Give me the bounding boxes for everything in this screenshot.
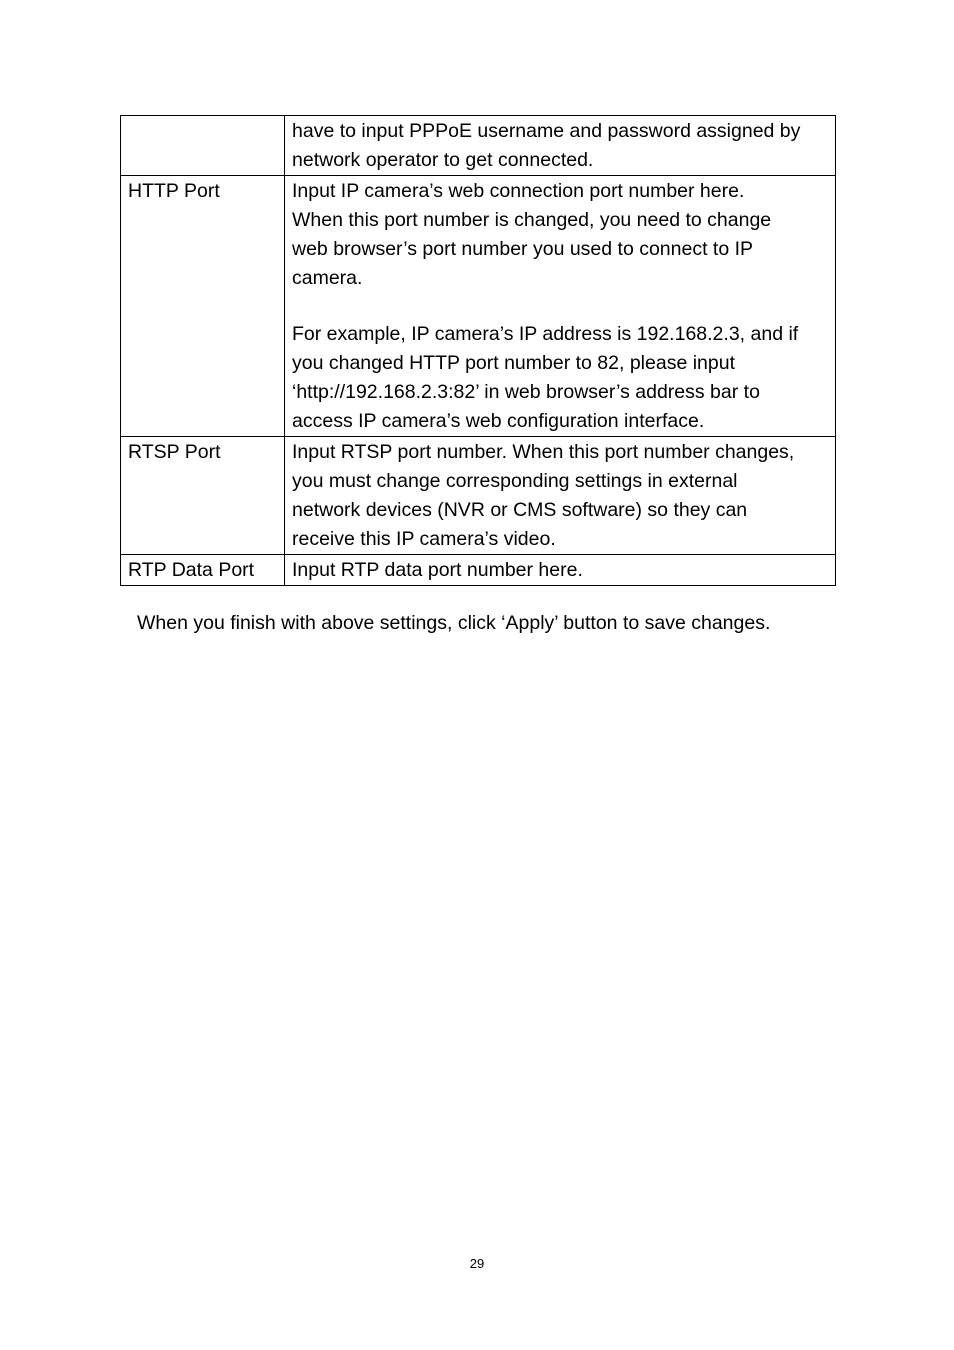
example-paragraph: For example, IP camera’s IP address is 192.168.2.3, and if you changed HTTP port number to 82, please input ‘http://192.168.2.3:82’ in web browser’s address bar to access IP camera’s web configuration interface. xyxy=(292,323,799,432)
setting-label-cell xyxy=(121,116,285,176)
setting-label-cell: RTP Data Port xyxy=(121,555,285,586)
table-row-http-port xyxy=(121,176,836,437)
description-paragraph: Input IP camera’s web connection port number here. When this port number is changed, you need to change web browser’s port number you used to connect to IP camera. xyxy=(292,180,772,289)
description-paragraph: Input RTP data port number here. xyxy=(292,559,583,581)
setting-description-cell xyxy=(285,437,836,555)
setting-label-cell: HTTP Port xyxy=(121,176,285,437)
setting-description-cell xyxy=(285,116,836,176)
settings-table xyxy=(120,115,836,586)
page-number: 29 xyxy=(469,1256,485,1271)
setting-description-cell xyxy=(285,176,836,437)
setting-description-cell xyxy=(285,555,836,586)
table-row-pppoe-continued xyxy=(121,116,836,176)
description-paragraph: Input RTSP port number. When this port number changes, you must change corresponding settings in external network devices (NVR or CMS software) so they can receive this IP camera’s video. xyxy=(292,441,795,550)
table-row-rtp-data-port xyxy=(121,555,836,586)
table-row-rtsp-port xyxy=(121,437,836,555)
apply-instruction-text: When you finish with above settings, click ‘Apply’ button to save changes. xyxy=(137,612,771,634)
description-paragraph: have to input PPPoE username and password assigned by network operator to get connected. xyxy=(292,120,801,171)
setting-label-cell: RTSP Port xyxy=(121,437,285,555)
